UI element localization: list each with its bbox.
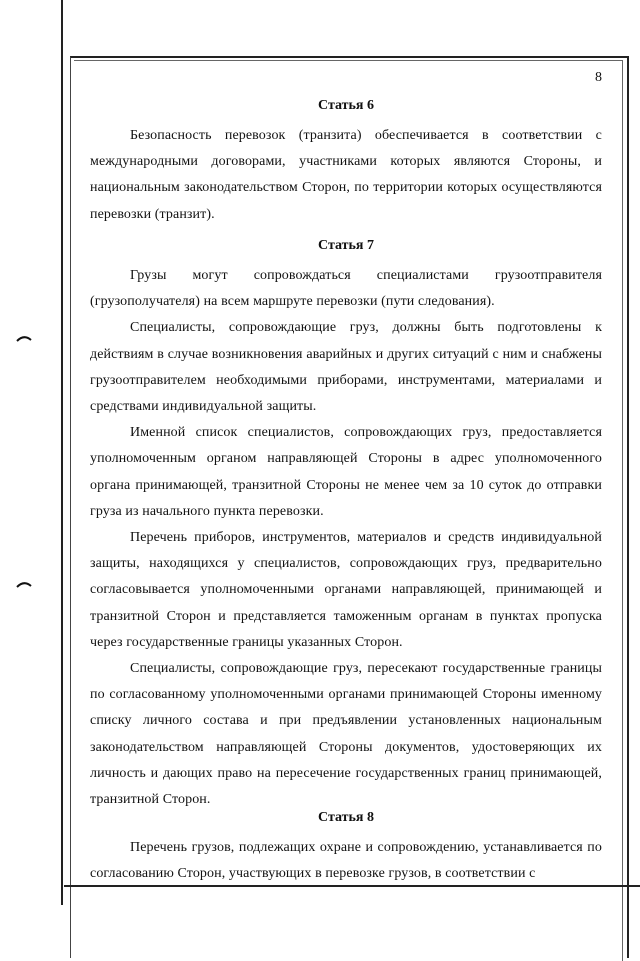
article-paragraph: Грузы могут сопровождаться специалистами грузоотправителя (грузополучателя) на всем маршруте перевозки (пути следования).: [90, 268, 602, 310]
article-heading: Статья 8: [318, 810, 374, 825]
article-8: [90, 806, 602, 887]
binding-hole-mark: [16, 334, 32, 342]
article-paragraph: Безопасность перевозок (транзита) обеспечивается в соответствии с международными договорами, участниками которых являются Стороны, и национальным законодательством Сторон, по территории которых осуществляются перевозки (транзит).: [90, 128, 602, 222]
article-heading: Статья 6: [318, 98, 374, 113]
article-7: [90, 234, 602, 813]
article-paragraph: Именной список специалистов, сопровождающих груз, предоставляется уполномоченным органом направляющей Стороны в адрес уполномоченного органа принимающей, транзитной Стороны не менее чем за 10 суток до отправки груза из начального пункта перевозки.: [90, 425, 602, 519]
scan-left-margin-line: [61, 0, 63, 905]
page-number: 8: [595, 70, 602, 85]
article-paragraph: Перечень грузов, подлежащих охране и сопровождению, устанавливается по согласованию Сторон, участвующих в перевозке грузов, в соответствии с: [90, 840, 602, 882]
article-heading: Статья 7: [318, 238, 374, 253]
article-6: [90, 94, 602, 228]
article-paragraph: Специалисты, сопровождающие груз, должны быть подготовлены к действиям в случае возникновения аварийных и других ситуаций с ним и снабжены грузоотправителем необходимыми приборами, инструментами, материалами и средствами индивидуальной защиты.: [90, 320, 602, 415]
article-paragraph: Перечень приборов, инструментов, материалов и средств индивидуальной защиты, находящихся у специалистов, сопровождающих груз, предварительно согласовывается уполномоченными органами направляющей, принимающей и транзитной Сторон и представляется таможенным органам в пунктах пропуска через государственные границы указанных Сторон.: [90, 530, 602, 650]
article-paragraph: Специалисты, сопровождающие груз, пересекают государственные границы по согласованному уполномоченными органами принимающей Стороны именному списку личного состава и при предъявлении установленных национальным законодательством направляющей Стороны документов, удостоверяющих их личность и дающих право на пересечение государственных границ принимающей, транзитной Сторон.: [90, 661, 602, 808]
binding-hole-mark: [16, 580, 32, 588]
